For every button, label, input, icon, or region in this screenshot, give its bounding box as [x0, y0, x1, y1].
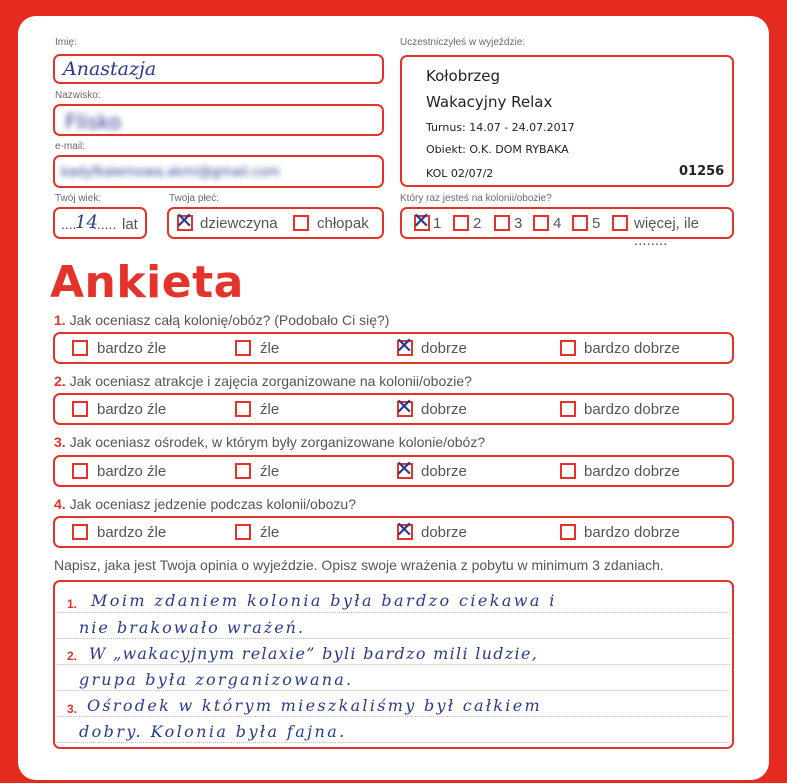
times-3-label: 3 [514, 215, 523, 232]
surname-field[interactable] [53, 104, 384, 136]
q2-option-4-checkbox[interactable] [560, 401, 576, 417]
essay-line-1: Moim zdaniem kolonia była bardzo ciekawa i [91, 591, 557, 610]
ruled-line [57, 716, 730, 717]
age-value: 14 [75, 212, 98, 233]
question-text: Jak oceniasz atrakcje i zajęcia zorganizowane na kolonii/obozie? [69, 373, 472, 389]
essay-line-4: grupa była zorganizowana. [79, 670, 354, 689]
q1-option-1-checkbox[interactable] [72, 340, 88, 356]
option-label: dobrze [421, 401, 467, 418]
q3-option-4-checkbox[interactable] [560, 463, 576, 479]
question-number: 2. [54, 373, 66, 389]
email-field[interactable] [53, 155, 384, 188]
option-label: dobrze [421, 463, 467, 480]
line-number-2: 2. [67, 649, 78, 663]
times-1-label: 1 [433, 215, 442, 232]
gender-male-checkbox[interactable] [293, 215, 309, 231]
q1-option-3-checkbox[interactable] [395, 334, 414, 359]
times-field [400, 207, 734, 249]
check-mark-icon: ✕ [395, 457, 414, 482]
ruled-line [57, 664, 730, 665]
option-label: źle [260, 340, 280, 357]
essay-line-3: W „wakacyjnym relaxie” byli bardzo mili ludzie, [89, 644, 539, 663]
survey-title: Ankieta [50, 257, 244, 308]
times-5-checkbox[interactable] [572, 215, 588, 231]
gender-female-checkbox[interactable] [175, 209, 194, 234]
q4-option-1-checkbox[interactable] [72, 524, 88, 540]
ruled-line [57, 612, 730, 613]
answer-row-1 [53, 332, 734, 364]
question-4 [54, 496, 356, 512]
age-unit: lat [122, 216, 138, 233]
q3-option-1-checkbox[interactable] [72, 463, 88, 479]
q1-option-4-checkbox[interactable] [560, 340, 576, 356]
age-field[interactable] [53, 207, 147, 239]
gender-label: Twoja płeć: [169, 193, 220, 204]
question-number: 1. [54, 312, 66, 328]
option-label: źle [260, 463, 280, 480]
option-label: bardzo źle [97, 401, 167, 418]
times-1-checkbox[interactable] [412, 209, 431, 234]
line-number-3: 3. [67, 702, 78, 716]
times-4-label: 4 [553, 215, 562, 232]
age-dots-left: .... [61, 216, 77, 232]
trip-turnus: Turnus: 14.07 - 24.07.2017 [426, 121, 575, 134]
line-number-1: 1. [67, 597, 78, 611]
gender-field [167, 207, 384, 239]
option-label: źle [260, 401, 280, 418]
name-label: Imię: [55, 37, 77, 48]
question-1 [54, 312, 389, 328]
question-text: Jak oceniasz całą kolonię/obóz? (Podobało Ci się?) [69, 312, 390, 328]
essay-line-2: nie brakowało wrażeń. [79, 618, 306, 637]
q4-option-2-checkbox[interactable] [235, 524, 251, 540]
check-mark-icon: ✕ [175, 209, 194, 234]
trip-code: KOL 02/07/2 [426, 167, 494, 180]
q2-option-2-checkbox[interactable] [235, 401, 251, 417]
surname-label: Nazwisko: [55, 90, 101, 101]
ruled-line [57, 742, 730, 743]
email-label: e-mail: [55, 141, 86, 152]
times-more-checkbox[interactable] [612, 215, 628, 231]
ruled-line [57, 638, 730, 639]
age-dots-right: ...... [93, 216, 117, 232]
essay-line-6: dobry. Kolonia była fajna. [79, 722, 347, 741]
trip-obiekt: Obiekt: O.K. DOM RYBAKA [426, 143, 569, 156]
question-text: Jak oceniasz jedzenie podczas kolonii/obozu? [69, 496, 356, 512]
option-label: bardzo źle [97, 340, 167, 357]
option-label: bardzo źle [97, 524, 167, 541]
gender-male-label: chłopak [317, 215, 369, 232]
trip-label: Uczestniczyłeś w wyjeździe: [400, 37, 526, 48]
trip-city: Kołobrzeg [426, 67, 501, 85]
check-mark-icon: ✕ [412, 209, 431, 234]
question-number: 3. [54, 434, 66, 450]
question-3 [54, 434, 485, 450]
name-field[interactable] [53, 54, 384, 84]
ruled-line [57, 690, 730, 691]
surname-value: Flisko [65, 110, 122, 134]
option-label: dobrze [421, 340, 467, 357]
q1-option-2-checkbox[interactable] [235, 340, 251, 356]
essay-box[interactable] [53, 580, 734, 749]
check-mark-icon: ✕ [395, 334, 414, 359]
trip-info-box [400, 55, 734, 187]
q4-option-4-checkbox[interactable] [560, 524, 576, 540]
email-value: kadyfkalemowa.akmi@gmail.com [61, 165, 280, 180]
times-label: Który raz jesteś na kolonii/obozie? [400, 193, 552, 204]
option-label: źle [260, 524, 280, 541]
q3-option-2-checkbox[interactable] [235, 463, 251, 479]
trip-number: 01256 [679, 164, 725, 179]
option-label: bardzo dobrze [584, 340, 680, 357]
gender-female-label: dziewczyna [200, 215, 278, 232]
question-number: 4. [54, 496, 66, 512]
times-2-checkbox[interactable] [453, 215, 469, 231]
option-label: bardzo dobrze [584, 463, 680, 480]
trip-program: Wakacyjny Relax [426, 93, 553, 111]
essay-prompt: Napisz, jaka jest Twoja opinia o wyjeździe. Opisz swoje wrażenia z pobytu w minimum 3 zdaniach. [54, 557, 664, 573]
times-more-label: więcej, ile ........ [634, 215, 700, 249]
q2-option-1-checkbox[interactable] [72, 401, 88, 417]
option-label: dobrze [421, 524, 467, 541]
essay-line-5: Ośrodek w którym mieszkaliśmy był całkiem [87, 696, 542, 715]
q2-option-3-checkbox[interactable] [395, 395, 414, 420]
option-label: bardzo źle [97, 463, 167, 480]
check-mark-icon: ✕ [395, 518, 414, 543]
answer-row-4 [53, 516, 734, 548]
age-label: Twój wiek: [55, 193, 102, 204]
option-label: bardzo dobrze [584, 401, 680, 418]
answer-row-3 [53, 455, 734, 487]
times-5-label: 5 [592, 215, 601, 232]
question-2 [54, 373, 472, 389]
answer-row-2 [53, 393, 734, 425]
q3-option-3-checkbox[interactable] [395, 457, 414, 482]
q4-option-3-checkbox[interactable] [395, 518, 414, 543]
option-label: bardzo dobrze [584, 524, 680, 541]
times-4-checkbox[interactable] [533, 215, 549, 231]
times-2-label: 2 [473, 215, 482, 232]
times-3-checkbox[interactable] [494, 215, 510, 231]
name-value: Anastazja [63, 58, 157, 80]
question-text: Jak oceniasz ośrodek, w którym były zorganizowane kolonie/obóz? [69, 434, 486, 450]
check-mark-icon: ✕ [395, 395, 414, 420]
